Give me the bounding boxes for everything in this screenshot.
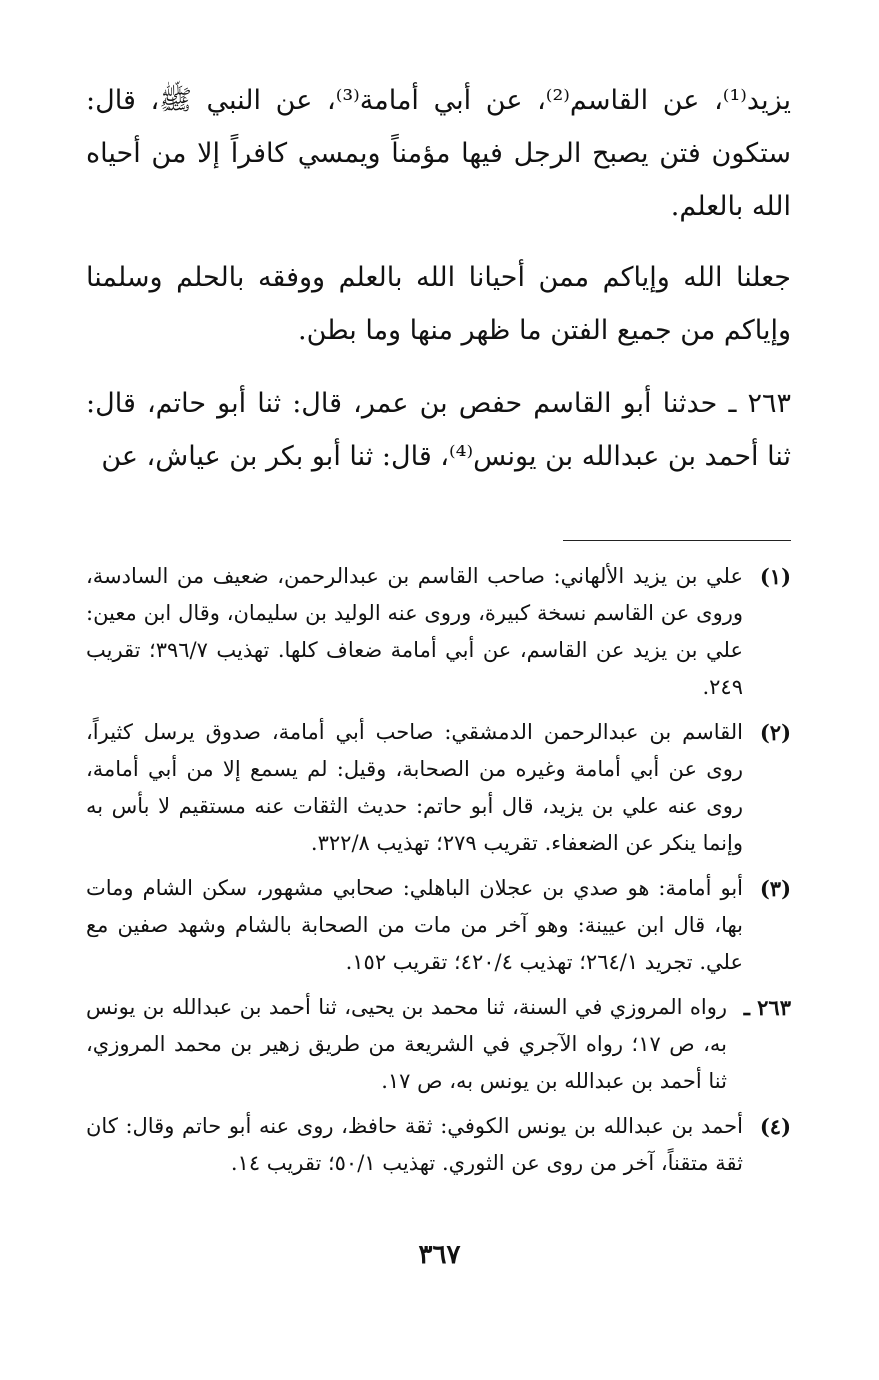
footnote-2 (86, 714, 791, 862)
footnote-text: رواه المروزي في السنة، ثنا محمد بن يحيى، ثنا أحمد بن عبدالله بن يونس به، ص ١٧؛ رواه الآجري في الشريعة من طريق زهير بن محمد المروزي، ثنا أحمد بن عبدالله بن يونس به، ص ١٧. (86, 995, 728, 1093)
paragraph-1: يزيد⁽¹⁾، عن القاسم⁽²⁾، عن أبي أمامة⁽³⁾، عن النبي ﷺ، قال: ستكون فتن يصبح الرجل فيها مؤمناً ويمسي كافراً إلا من أحياه الله بالعلم. (86, 85, 791, 222)
footnote-number: (٢) (759, 720, 791, 745)
footnote-number: (٤) (759, 1114, 791, 1139)
footnote-text: أحمد بن عبدالله بن يونس الكوفي: ثقة حافظ، روى عنه أبو حاتم وقال: كان ثقة متقناً، آخر من روى عن الثوري. تهذيب ٥٠/١؛ تقريب ١٤. (86, 1114, 743, 1175)
page-number: ٣٦٧ (418, 1240, 461, 1270)
footnote-number: ٢٦٣ ـ (743, 995, 791, 1020)
footnote-number: (١) (759, 564, 791, 589)
footnote-4 (86, 1108, 791, 1182)
footnote-1 (86, 558, 791, 706)
footnote-text: القاسم بن عبدالرحمن الدمشقي: صاحب أبي أمامة، صدوق يرسل كثيراً، روى عن أبي أمامة وغيره من الصحابة، وقيل: لم يسمع إلا من أبي أمامة، روى عنه علي بن يزيد، قال أبو حاتم: حديث الثقات عنه مستقيم لا بأس به وإنما ينكر عن الضعفاء. تقريب ٢٧٩؛ تهذيب ٣٢٢/٨. (86, 720, 743, 855)
footnote-hadith-263 (86, 989, 791, 1100)
paragraph-2: جعلنا الله وإياكم ممن أحيانا الله بالعلم ووفقه بالحلم وسلمنا وإياكم من جميع الفتن ما ظهر منها وما بطن. (86, 262, 791, 346)
main-text (86, 74, 791, 503)
footnote-3 (86, 870, 791, 981)
footnote-text: علي بن يزيد الألهاني: صاحب القاسم بن عبدالرحمن، ضعيف من السادسة، وروى عن القاسم نسخة كبيرة، وروى عنه الوليد بن سليمان، وقال ابن معين: علي بن يزيد عن القاسم، عن أبي أمامة ضعاف كلها. تهذيب ٣٩٦/٧؛ تقريب ٢٤٩. (86, 564, 743, 699)
footnotes (86, 558, 791, 1190)
paragraph-3: ٢٦٣ ـ حدثنا أبو القاسم حفص بن عمر، قال: ثنا أبو حاتم، قال: ثنا أحمد بن عبدالله بن يونس⁽⁴⁾، قال: ثنا أبو بكر بن عياش، عن (86, 388, 791, 472)
footnote-separator (563, 540, 791, 541)
footnote-text: أبو أمامة: هو صدي بن عجلان الباهلي: صحابي مشهور، سكن الشام ومات بها، قال ابن عيينة: وهو آخر من مات من الصحابة بالشام وشهد صفين مع علي. تجريد ٢٦٤/١؛ تهذيب ٤٢٠/٤؛ تقريب ١٥٢. (86, 876, 743, 974)
footnote-number: (٣) (759, 876, 791, 901)
